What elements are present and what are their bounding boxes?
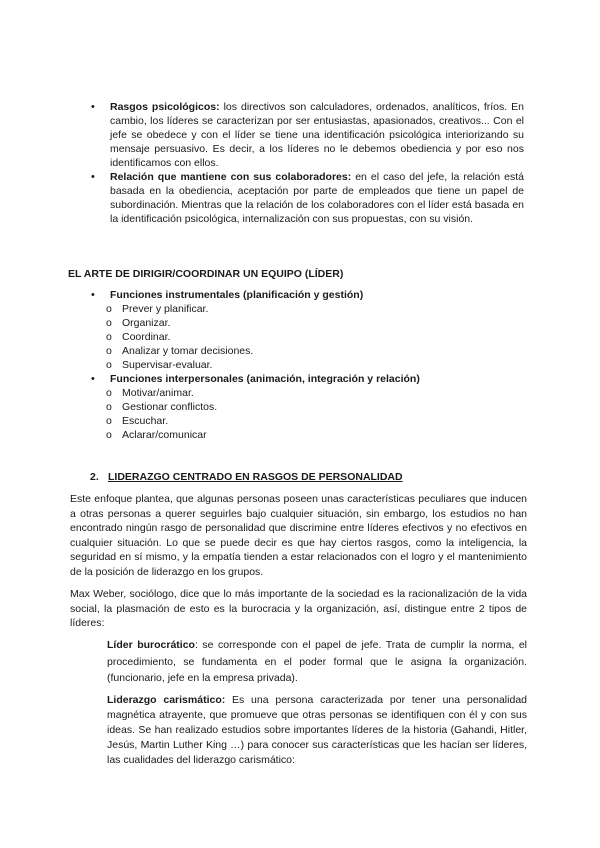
section-2-heading xyxy=(90,470,530,484)
functions-list xyxy=(88,288,524,442)
intro-bullet-list xyxy=(88,100,524,226)
circle-bullet-icon: o xyxy=(106,345,112,357)
function-group-interpersonal xyxy=(88,372,524,442)
paragraph-traits: Este enfoque plantea, que algunas personas poseen unas características peculiares que inducen a otras personas a querer seguirles bajo cualquier situación, sin embargo, los estudios no han encontrado ningún rasgo de personalidad que discrimine entre líderes efectivos y no efectivos en cualquier situación. Lo que se puede decir es que hay ciertos rasgos, como la inteligencia, la seguridad en sí mismo, y la empatía tienden a estar relacionados con el logro y el mantenimiento de la posición de liderazgo en los grupos. xyxy=(70,493,527,578)
bullet-text: los directivos son calculadores, ordenados, analíticos, fríos. En cambio, los líderes se caracterizan por ser entusiastas, apasionados, creativos... Con el jefe se obedece y con el líder se tiene una identificación psicológica interiorizando su mensaje persuasivo. Es decir, a los líderes no le debemos obediencia y por eso nos identificamos con ellos. xyxy=(110,101,524,169)
circle-bullet-icon: o xyxy=(106,387,112,399)
sub-list-item: o Aclarar/comunicar xyxy=(106,429,207,441)
leader-term: Líder burocrático xyxy=(107,639,195,651)
leader-types xyxy=(107,637,527,768)
leader-text: Es una persona caracterizada por tener una personalidad magnética atrayente, que promueve que otras personas se identifiquen con él y con sus ideas. Se han realizado estudios sobre importantes líderes de la historia (Gahandi, Hitler, Jesús, Martin Luther King …) para conocer sus características que les hacían ser líderes, las cualidades del liderazgo carismático: xyxy=(107,693,527,766)
bullet-text: en el caso del jefe, la relación está basada en la obediencia, aceptación por parte de empleados que tiene un papel de subordinación. Mientras que la relación de los colaboradores con el líder está basada en la identificación psicológica, internalización con sus propuestas, con su visión. xyxy=(110,171,524,225)
function-group-label: Funciones instrumentales (planificación y gestión) xyxy=(110,289,364,301)
bullet-term: Rasgos psicológicos: xyxy=(110,101,220,113)
circle-bullet-icon: o xyxy=(106,331,112,343)
sub-list-item: o Coordinar. xyxy=(106,331,171,343)
leader-bureaucratic xyxy=(107,637,527,687)
sub-list-item: o Motivar/animar. xyxy=(106,387,194,399)
intro-bullet-relationship xyxy=(88,170,524,226)
leader-term: Liderazgo carismático: xyxy=(107,693,226,706)
section-1-heading: EL ARTE DE DIRIGIR/COORDINAR UN EQUIPO (LÍDER) xyxy=(68,268,344,280)
circle-bullet-icon: o xyxy=(106,415,112,427)
circle-bullet-icon: o xyxy=(106,359,112,371)
sub-list-item: o Escuchar. xyxy=(106,415,169,427)
intro-bullet-psychological xyxy=(88,100,524,170)
function-group-instrumental xyxy=(88,288,524,372)
function-group-label: Funciones interpersonales (animación, integración y relación) xyxy=(110,373,420,385)
sub-list-item: o Analizar y tomar decisiones. xyxy=(106,345,254,357)
sub-list-item: o Organizar. xyxy=(106,317,171,329)
section-title: LIDERAZGO CENTRADO EN RASGOS DE PERSONALIDAD xyxy=(108,471,403,483)
sub-list-item: o Prever y planificar. xyxy=(106,303,209,315)
circle-bullet-icon: o xyxy=(106,401,112,413)
circle-bullet-icon: o xyxy=(106,303,112,315)
section-number: 2. xyxy=(90,471,99,483)
section-2-body xyxy=(70,492,527,631)
circle-bullet-icon: o xyxy=(106,317,112,329)
bullet-term: Relación que mantiene con sus colaboradores: xyxy=(110,171,352,183)
leader-text: : se corresponde con el papel de jefe. Trata de cumplir la norma, el procedimiento, se fundamenta en el poder formal que le asigna la organización. (funcionario, jefe en la empresa privada). xyxy=(107,639,527,684)
circle-bullet-icon: o xyxy=(106,429,112,441)
sub-list-item: o Gestionar conflictos. xyxy=(106,401,218,413)
sub-list-item: o Supervisar-evaluar. xyxy=(106,359,213,371)
paragraph-weber: Max Weber, sociólogo, dice que lo más importante de la sociedad es la racionalización de la vida social, la plasmación de esto es la burocracia y la organización, así, distingue entre 2 tipos de líderes: xyxy=(70,588,527,629)
leader-charismatic xyxy=(107,693,527,768)
